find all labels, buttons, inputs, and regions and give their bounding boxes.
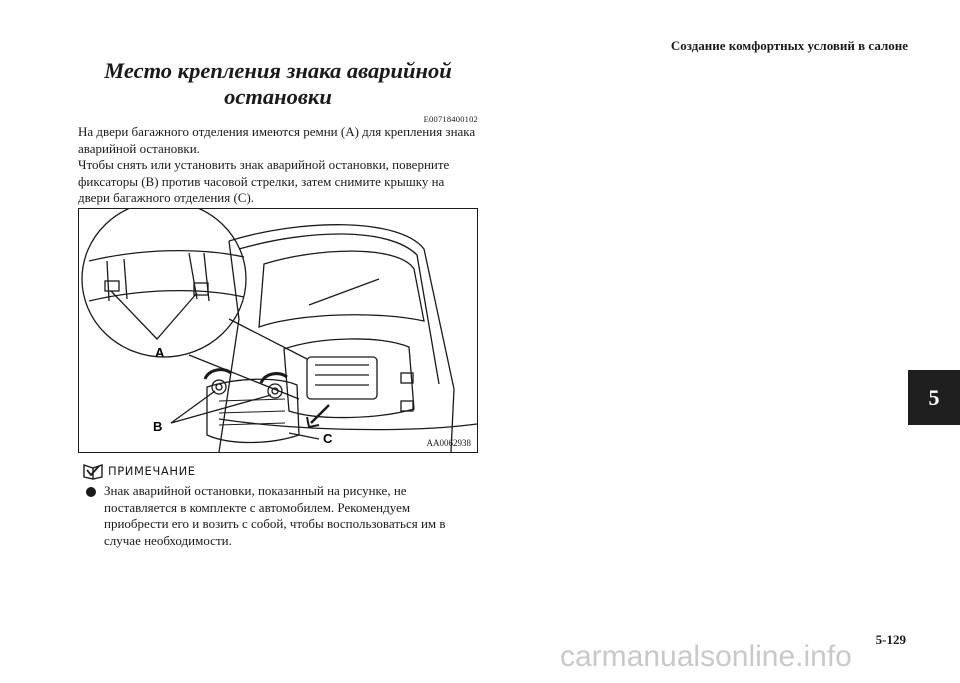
section-title	[78, 58, 478, 110]
note-label: ПРИМЕЧАНИЕ	[108, 464, 196, 478]
page-number: 5-129	[875, 632, 906, 647]
body-paragraph-2: Чтобы снять или установить знак аварийной остановки, поверните фиксаторы (B) против часовой стрелки, затем снимите крышку на двери багажного отделения (C).	[78, 157, 450, 205]
label-a: A	[155, 345, 165, 360]
running-header: Создание комфортных условий в салоне	[670, 38, 908, 53]
illustration-figure	[78, 208, 478, 453]
figure-code: AA0062938	[426, 438, 471, 448]
label-b: B	[153, 419, 163, 434]
section-code: E00718400102	[423, 114, 478, 124]
note-item-text: Знак аварийной остановки, показанный на рисунке, не поставляется в комплекте с автомобилем. Рекомендуем приобрести его и возить с собой, чтобы воспользоваться им в случае необходимости.	[104, 483, 446, 548]
body-text	[78, 124, 478, 207]
note-header	[82, 462, 482, 480]
chapter-tab: 5	[908, 370, 960, 425]
note-block	[82, 462, 482, 549]
section-title-line1: Место крепления знака аварийной	[104, 58, 452, 83]
tailgate-illustration	[79, 209, 477, 452]
watermark: carmanualsonline.info	[560, 640, 852, 673]
label-c: C	[323, 431, 333, 446]
body-paragraph-1: На двери багажного отделения имеются ремни (A) для крепления знака аварийной остановки.	[78, 124, 476, 156]
note-item	[86, 483, 482, 549]
bullet-icon	[86, 487, 96, 497]
note-book-icon	[82, 462, 104, 480]
section-title-line2: остановки	[224, 84, 332, 109]
